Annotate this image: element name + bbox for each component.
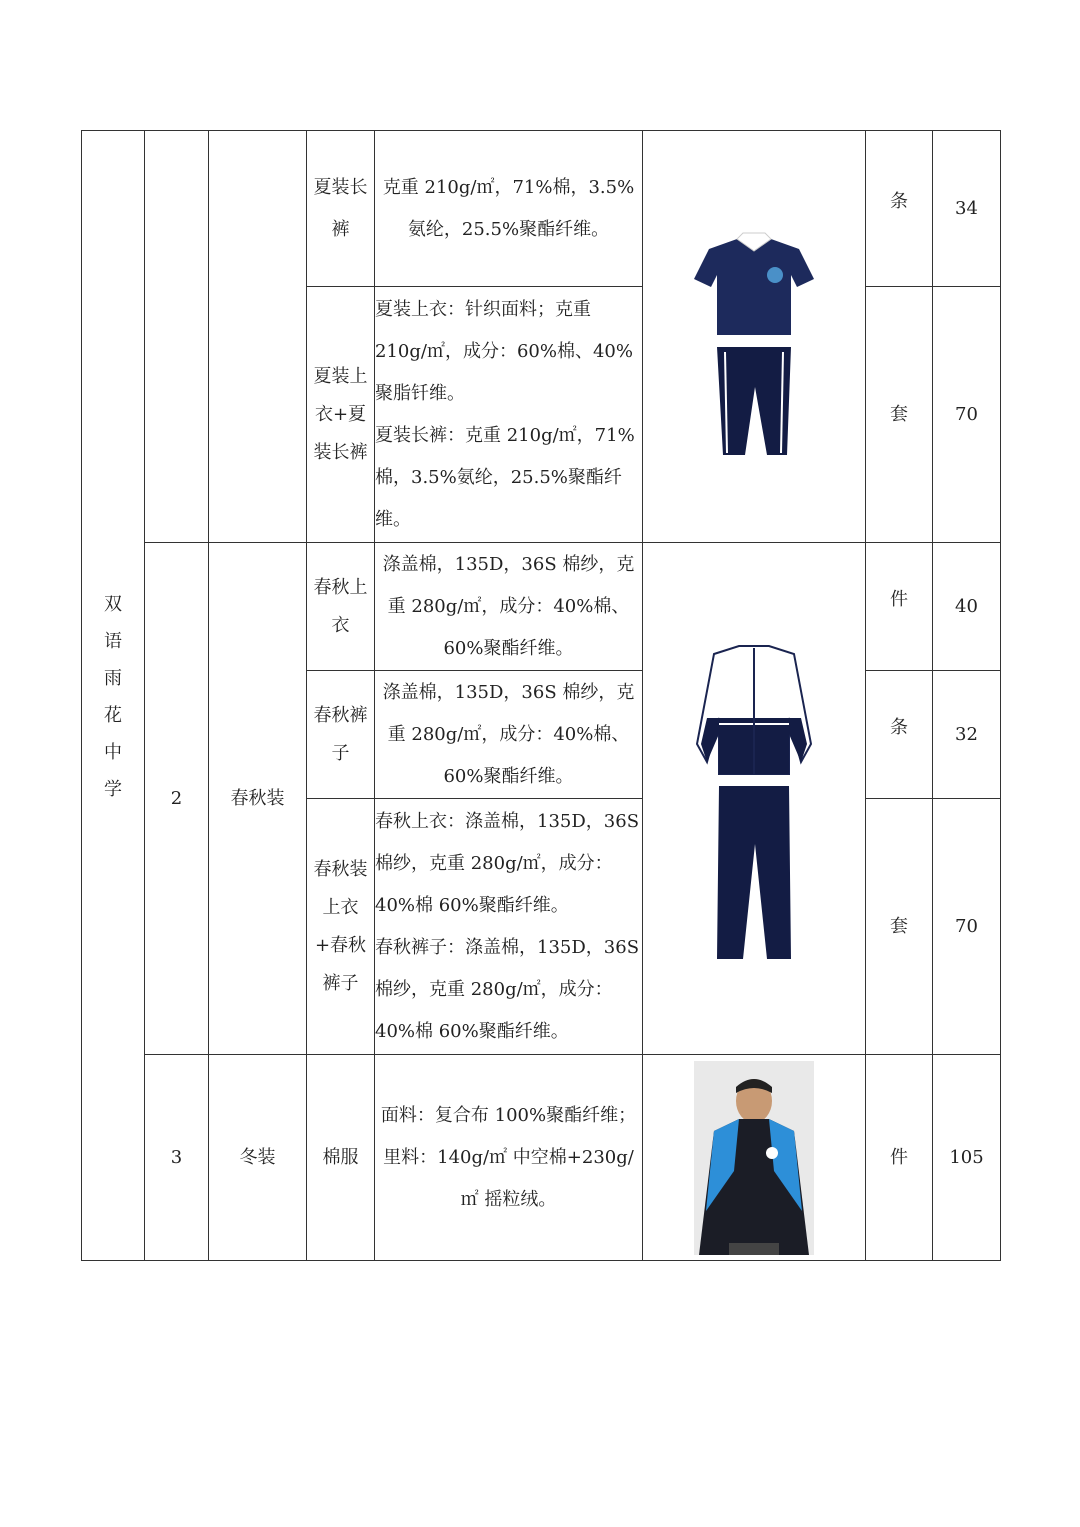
item-name: 春秋上衣 xyxy=(307,543,375,671)
school-cell xyxy=(82,131,145,1261)
empty-category-cell xyxy=(209,131,307,543)
item-name: 春秋裤子 xyxy=(307,671,375,799)
item-name: 夏装长裤 xyxy=(307,131,375,287)
spring-autumn-uniform-illustration xyxy=(679,634,829,964)
item-qty: 70 xyxy=(933,287,1001,543)
item-unit: 条 xyxy=(866,131,933,287)
item-qty: 70 xyxy=(933,799,1001,1055)
item-spec: 涤盖棉，135D，36S 棉纱，克重 280g/㎡，成分：40%棉、60%聚酯纤维。 xyxy=(375,671,643,799)
item-qty: 40 xyxy=(933,543,1001,671)
item-spec: 克重 210g/㎡，71%棉，3.5%氨纶，25.5%聚酯纤维。 xyxy=(375,131,643,287)
group-category: 春秋装 xyxy=(209,543,307,1055)
item-spec: 春秋上衣：涤盖棉，135D，36S 棉纱，克重 280g/㎡，成分：40%棉 60%聚酯纤维。 春秋裤子：涤盖棉，135D，36S 棉纱，克重 280g/㎡，成分：40%棉 60%聚酯纤维。 xyxy=(375,799,643,1055)
group-no: 2 xyxy=(145,543,209,1055)
spring-autumn-uniform-image xyxy=(643,543,866,1055)
item-unit: 条 xyxy=(866,671,933,799)
item-name: 棉服 xyxy=(307,1055,375,1261)
item-unit: 件 xyxy=(866,1055,933,1261)
summer-uniform-image xyxy=(643,131,866,543)
item-spec: 夏装上衣：针织面料；克重210g/㎡，成分：60%棉、40%聚脂钎维。 夏装长裤：克重 210g/㎡，71%棉，3.5%氨纶，25.5%聚酯纤维。 xyxy=(375,287,643,543)
school-name: 双语雨花中学 xyxy=(104,593,122,800)
item-unit: 套 xyxy=(866,287,933,543)
uniform-table xyxy=(81,130,1001,1261)
group-no: 3 xyxy=(145,1055,209,1261)
item-qty: 32 xyxy=(933,671,1001,799)
item-qty: 105 xyxy=(933,1055,1001,1261)
item-spec: 面料：复合布 100%聚酯纤维；里料：140g/㎡ 中空棉+230g/㎡ 摇粒绒。 xyxy=(375,1055,643,1261)
summer-uniform-illustration xyxy=(679,217,829,457)
item-unit: 件 xyxy=(866,543,933,671)
item-qty: 34 xyxy=(933,131,1001,287)
item-spec: 涤盖棉，135D，36S 棉纱，克重 280g/㎡，成分：40%棉、60%聚酯纤维。 xyxy=(375,543,643,671)
empty-no-cell xyxy=(145,131,209,543)
winter-uniform-image xyxy=(643,1055,866,1261)
winter-jacket-photo xyxy=(694,1061,814,1255)
group-category: 冬装 xyxy=(209,1055,307,1261)
item-unit: 套 xyxy=(866,799,933,1055)
item-name: 夏装上衣+夏装长裤 xyxy=(307,287,375,543)
item-name: 春秋装上衣+春秋裤子 xyxy=(307,799,375,1055)
